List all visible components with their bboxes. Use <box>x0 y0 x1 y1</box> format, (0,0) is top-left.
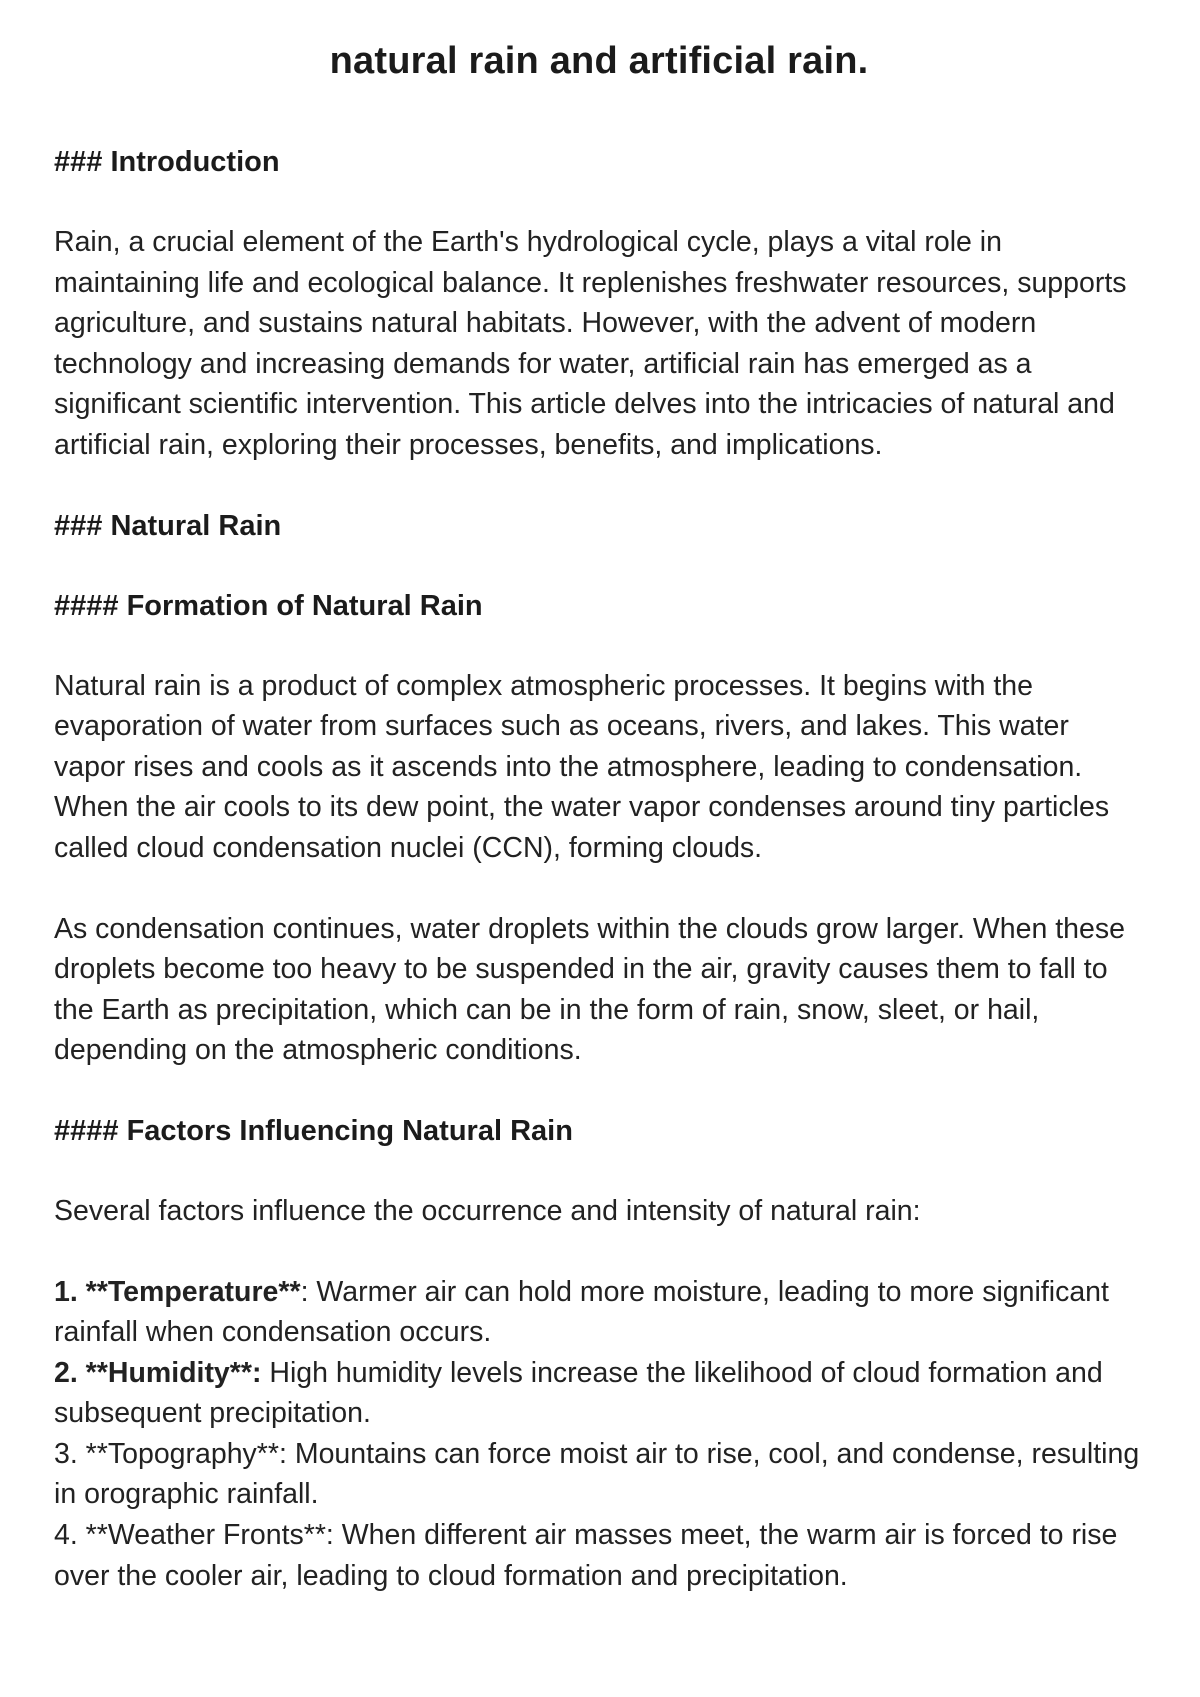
factor-text: High humidity levels increase the likelihood of cloud formation and subsequent precipitation. <box>54 1356 1103 1430</box>
factor-text: : Warmer air can hold more moisture, leading to more significant rainfall when condensation occurs. <box>54 1275 1109 1349</box>
factor-text: 4. **Weather Fronts**: When different air masses meet, the warm air is forced to rise over the cooler air, leading to cloud formation and precipitation. <box>54 1519 1118 1592</box>
factor-humidity <box>54 1353 1144 1434</box>
formation-heading: #### Formation of Natural Rain <box>54 589 483 622</box>
introduction-heading: ### Introduction <box>54 146 280 178</box>
factor-lead: 1. **Temperature** <box>54 1275 301 1308</box>
formation-paragraph-1: Natural rain is a product of complex atmospheric processes. It begins with the evaporation of water from surfaces such as oceans, rivers, and lakes. This water vapor rises and cools as it ascends into the atmosphere, leading to condensation. When the air cools to its dew point, the water vapor condenses around tiny particles called cloud condensation nuclei (CCN), forming clouds. <box>54 669 1110 864</box>
document-title: natural rain and artificial rain. <box>329 40 869 82</box>
factors-heading: #### Factors Influencing Natural Rain <box>54 1114 573 1147</box>
factors-intro-paragraph: Several factors influence the occurrence and intensity of natural rain: <box>54 1194 921 1227</box>
factor-topography <box>54 1434 1144 1515</box>
factors-list <box>54 1272 1144 1597</box>
factor-weather-fronts <box>54 1515 1144 1596</box>
factor-lead: 2. **Humidity**: <box>54 1356 262 1389</box>
introduction-paragraph: Rain, a crucial element of the Earth's hydrological cycle, plays a vital role in maintaining life and ecological balance. It replenishes freshwater resources, supports agriculture, and sustains natural habitats. However, with the advent of modern technology and increasing demands for water, artificial rain has emerged as a significant scientific intervention. This article delves into the intricacies of natural and artificial rain, exploring their processes, benefits, and implications. <box>54 226 1127 461</box>
factor-text: 3. **Topography**: Mountains can force moist air to rise, cool, and condense, resulting in orographic rainfall. <box>54 1437 1140 1511</box>
factor-temperature <box>54 1272 1144 1353</box>
natural-rain-heading: ### Natural Rain <box>54 509 282 542</box>
formation-paragraph-2: As condensation continues, water droplets within the clouds grow larger. When these droplets become too heavy to be suspended in the air, gravity causes them to fall to the Earth as precipitation, which can be in the form of rain, snow, sleet, or hail, depending on the atmospheric conditions. <box>54 912 1125 1067</box>
